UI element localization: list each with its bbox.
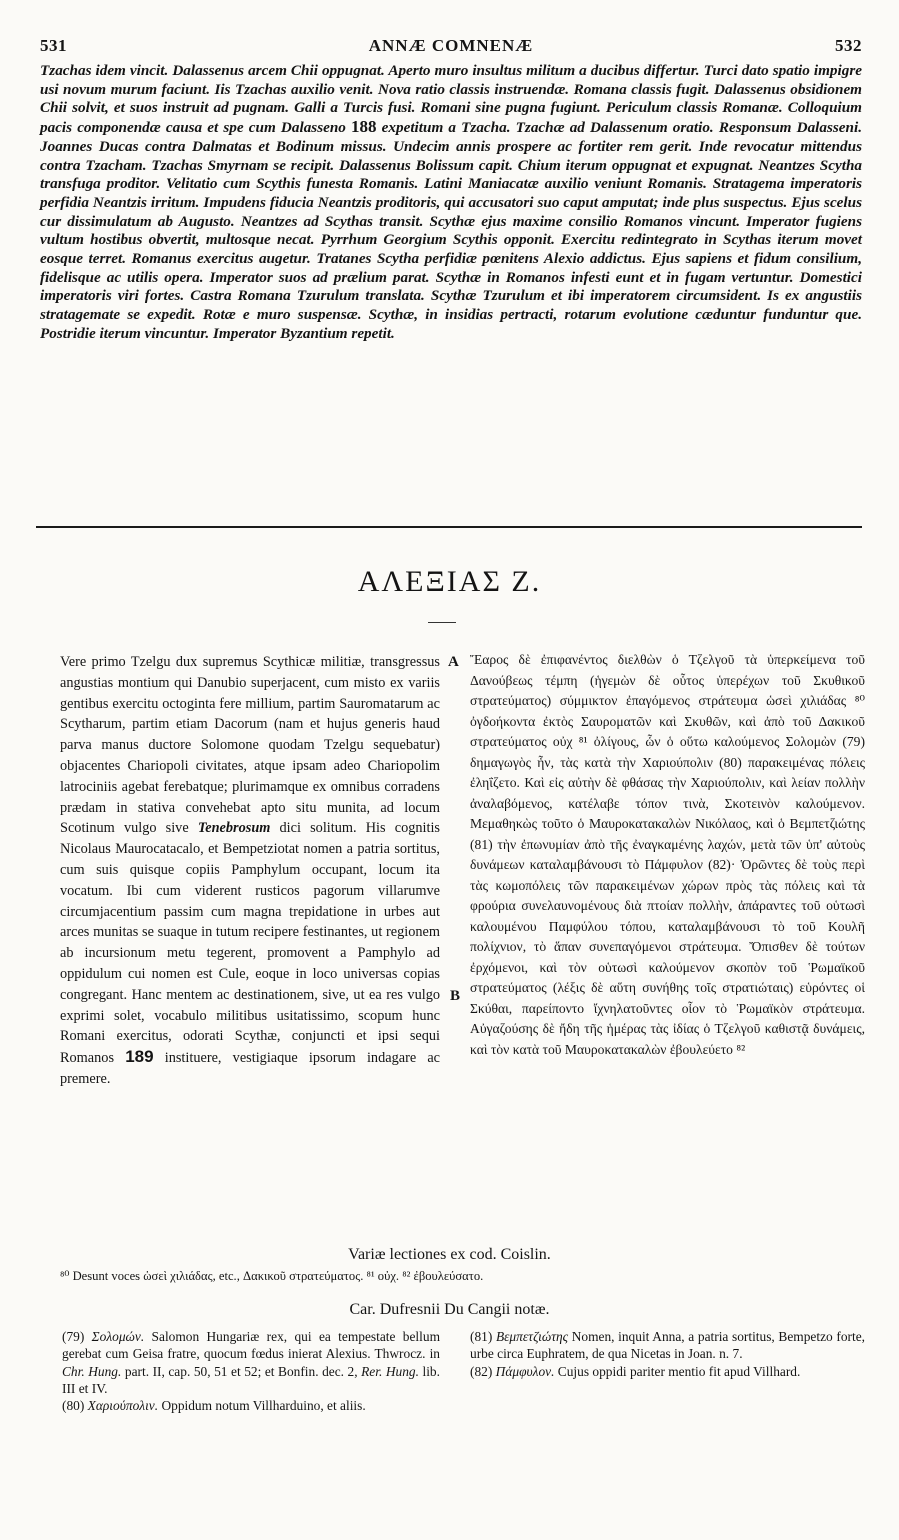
summary-margin-number: 188 — [351, 117, 377, 137]
note-80-lemma: Χαριούπολιν. — [87, 1398, 159, 1414]
note-81 — [470, 1328, 865, 1363]
note-79-number: (79) — [62, 1329, 85, 1344]
book-title: ΑΛΕΞΙΑΣ Ζ. — [357, 565, 542, 598]
note-82-text: Cujus oppidi pariter mentio fit apud Villhard. — [557, 1363, 801, 1379]
variae-text: ⁸⁰ Desunt voces ὡσεὶ χιλιάδας, etc., Δακικοῦ στρατεύματος. ⁸¹ οὐχ. ⁸² ἐβουλεύσατο. — [60, 1269, 484, 1283]
latin-tenebrosum: Tenebrosum — [197, 820, 271, 837]
running-head — [40, 36, 862, 58]
note-79-text-2: part. II, cap. 50, 51 et 52; et Bonfin. dec. 2, — [124, 1363, 358, 1379]
note-81-text: Nomen, inquit Anna, a patria sortitus, Bempetzo forte, urbe circa Euphratem, de qua Nicetas in Joan. n. 7. — [470, 1329, 865, 1362]
note-79-text: Salomon Hungariæ rex, qui ea tempestate bellum gerebat cum Geisa fratre, quocum fœdus inierat Alexius. Thwrocz. in — [62, 1329, 440, 1362]
note-79-ref: Chr. Hung. — [62, 1363, 122, 1379]
latin-margin-number: 189 — [125, 1047, 154, 1067]
latin-text-part-3: instituere, vestigiaque ipsorum indagare ac premere. — [60, 1050, 441, 1087]
greek-column — [470, 650, 865, 1060]
margin-letter-b: B — [450, 988, 461, 1004]
latin-text-part-1: Vere primo Tzelgu dux supremus Scythicæ militiæ, transgressus angustias montium qui Danubio superjacent, cum misto ex variis gentibus exercitu octoginta fere millium, partim Sauromatarum ac Scytharum, partim etiam Dacorum (nam et hujus generis haud parva manus ductore Solomone quodam Tzelgu sequebatur) objacentes Chariopoli civitates, atque ipsam adeo Chariopolim latrociniis agebat ferebatque; plurimamque ex omnibus corradens prædam in stativa convehebat apto situ munita, ad locum Scotinum vulgo sive — [60, 654, 440, 837]
note-82 — [470, 1363, 865, 1380]
note-82-lemma: Πάμφυλον. — [495, 1363, 555, 1379]
note-80-text: Oppidum notum Villharduino, et aliis. — [161, 1398, 366, 1414]
variae-heading: Variæ lectiones ex cod. Coislin. — [348, 1246, 551, 1263]
latin-column — [60, 652, 440, 1090]
running-title: ANNÆ COMNENÆ — [368, 36, 534, 55]
notes-right-column — [470, 1328, 865, 1380]
margin-letter-a: A — [448, 654, 459, 670]
page-number-left: 531 — [40, 36, 67, 55]
greek-text: Ἔαρος δὲ ἐπιφανέντος διελθὼν ὁ Τζελγοῦ τὰ ὑπερκείμενα τοῦ Δανούβεως τέμπη (ἡγεμὼν δὲ οὗτος ὑπερέχων τοῦ Σκυθικοῦ στρατεύματος) σύμμικτον ἐπαγόμενος στράτευμα ὡσεὶ χιλιάδας ⁸⁰ ὀγδοήκοντα ἐκτὸς Σαυροματῶν καὶ Σκυθῶν, καὶ ἀπὸ τοῦ Δακικοῦ στρατεύματος οὐχ ⁸¹ ὀλίγους, ὧν ὁ οὕτω καλούμενος Σολομὼν (79) δημαγωγὸς ἦν, τὰς κατὰ τὴν Χαριούπολιν (80) παρακειμένας πόλεις ἐληΐζετο. Καὶ εἰς αὐτὴν δὲ φθάσας τὴν Χαριούπολιν, καὶ λείαν πολλὴν ἀναλαβόμενος, κατέλαβε τόπον τινὰ, Σκοτεινὸν καλούμενον. Μεμαθηκὼς τοῦτο ὁ Μαυροκατακαλὼν Νικόλαος, καὶ ὁ Βεμπετζιώτης (81) τὴν ἐπωνυμίαν ἀπὸ τῆς ἐναγκαμένης λαχών, μετὰ τῶν ὑπ' αὐτοὺς δυνάμεων καταλαμβάνουσι τὸ Πάμφυλον (82)· Ὁρῶντες δὲ τοὺς περὶ τὰς κωμοπόλεις τῶν παρακειμένων χώρων πρὸς τὰς πόλεις καὶ τὰ φρούρια συνελαυνομένους διὰ πτοίαν πολλὴν, ἀπάραντες τοῦ οὑτωσὶ καλουμένου Παμφύλου τόπου, καταλαμβάνουσι τὸ τοῦ Κουλῆ πολίχνιον, τὸ ἅπαν συνεπαγόμενοι στράτευμα. Ὄπισθεν δὲ τούτων ἐρχόμενοι, καὶ τὸν οὑτωσὶ καλούμενον σκοπὸν τοῦ Ῥωμαϊκοῦ στρατεύματος (λέξις δὲ αὕτη συνήθης τοῖς στρατιώταις) εὑρόντες οἱ Σκύθαι, παρείποντο ἴχνηλατοῦντες οἷον τὸ Ῥωμαϊκὸν στράτευμα. Αὐγαζούσης δὲ ἤδη τῆς ἡμέρας τὰς ἰδίας ὁ Τζελγοῦ καθιστᾷ δυνάμεις, καὶ τὸν κατὰ τοῦ Μαυροκατακαλὼν ἐβουλεύετο ⁸² — [470, 652, 865, 1057]
note-82-number: (82) — [470, 1363, 493, 1379]
notes-left-column — [62, 1328, 440, 1414]
summary-text-part-1: Tzachas idem vincit. Dalassenus arcem Chii oppugnat. Aperto muro insultus militum a ducibus differtur. Turci dato spatio impigre usi novum murum faciunt. Iis Tzachas auxilio venit. Nova ratio classis instruendæ. Romana classis fugit. Dalassenus obsidionem Chii solvit, et suos instruit ad pugnam. Galli a Turcis fusi. Romani sine pugna fugiunt. Periculum classis Romanæ. Colloquium pacis componendæ causa et spe cum Dalasseno — [40, 62, 862, 137]
note-79 — [62, 1328, 440, 1397]
note-79-lemma: Σολομών. — [91, 1329, 145, 1344]
note-80-number: (80) — [62, 1398, 85, 1414]
note-80 — [62, 1397, 440, 1414]
notae-heading: Car. Dufresnii Du Cangii notæ. — [349, 1301, 550, 1318]
note-81-number: (81) — [470, 1329, 493, 1344]
note-79-text-3: lib. III et IV. — [62, 1363, 440, 1396]
title-underline — [428, 622, 456, 623]
summary-text-part-2: expetitum a Tzacha. Tzachæ ad Dalassenum oratio. Responsum Dalasseni. Joannes Ducas contra Dalmatas et Bodinum missus. Undecim annis prospere ac fortiter rem gerit. Inde revocatur mittendus contra Tzacham. Tzachas Smyrnam se recipit. Dalassenus Bolissum capit. Chium iterum oppugnat et expugnat. Neantzes Scytha transfuga proditor. Velitatio cum Scythis funesta Romanis. Latini Maniacatæ auxilio veniunt Romanis. Stratagema imperatoris perfidia Neantzis irritum. Impudens fiducia Neantzis proditoris, qui accusatori suo caput amputat; inde plus suspectus. Ejus scelus cur dissimulatum ab Augusto. Neantzes ad Scythas transit. Scythæ ejus maxime consilio Romanos vincunt. Imperator fugiens vultum hostibus obvertit, multosque necat. Pyrrhum Georgium Scythis opponit. Exercitu redintegrato in Scythas iterum movet eosque terret. Romanus exercitus augetur. Tratanes Scytha perfidiæ pœnitens Alexio addictus. Ejus sapiens et fidum consilium, fidelisque ac utilis opera. Imperator suos ad prælium parat. Scythæ in Romanos infesti eunt et in fugam vertuntur. Domestici imperatoris viri fortes. Castra Romana Tzurulum translata. Scythæ Tzurulum et ibi imperatorem circumsident. Is ex angustiis stratagemate se expedit. Rotæ e muro suspensæ. Scythæ, in insidias pertracti, rotarum evolutione cæduntur funduntur que. Postridie iterum vincuntur. Imperator Byzantium repetit. — [40, 119, 862, 342]
note-79-ref-2: Rer. Hung. — [361, 1363, 419, 1379]
note-81-lemma: Βεμπετζιώτης — [495, 1329, 569, 1344]
page-number-right: 532 — [835, 36, 862, 55]
latin-text-part-2: dici solitum. His cognitis Nicolaus Maurocatacalo, et Bempetziotat nomen a patria sortitus, cum suis quisque copiis Pamphylum occupant, locum ita vocatum. Ibi cum viderent rusticos pagorum villarumve circumjacentium passim cum magna trepidatione in urbes aut arces munitas se suaque in tutum recipere festinantes, ut regionem ab incursionum metu tegerent, promovent a Pamphylo ad oppidulum cui nomen est Cule, eoque in loco universas copias congregant. Hanc mentem ac destinationem, sive, ut ea res vulgo exprimi solet, vocabulo militibus usitatissimo, scopum hunc Romani exercitus, odorati Scythæ, conjuncti et ipsi sequi Romanos — [60, 820, 440, 1067]
section-divider — [36, 526, 862, 528]
chapter-summary — [40, 62, 862, 344]
